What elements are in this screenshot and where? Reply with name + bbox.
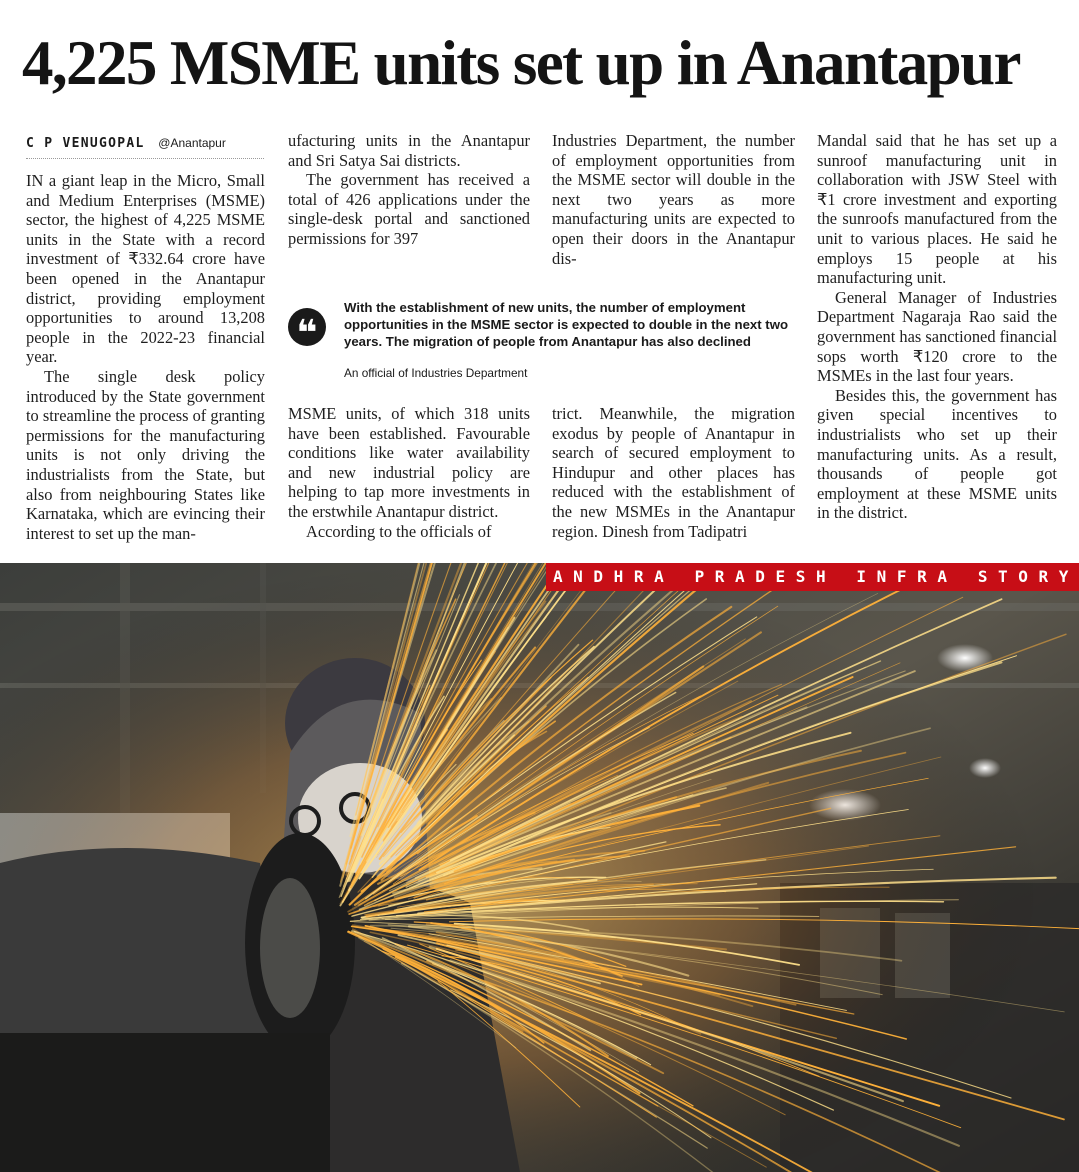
section-banner: ANDHRA PRADESH INFRA STORY xyxy=(546,563,1079,591)
article-column-1 xyxy=(26,171,265,543)
byline xyxy=(26,132,264,159)
article-column-3-top xyxy=(552,131,795,268)
byline-location: @Anantapur xyxy=(158,136,226,150)
article-column-3-bottom xyxy=(552,404,795,541)
article-photo xyxy=(0,563,1079,1172)
paragraph: Mandal said that he has set up a sunroof manufacturing unit in collaboration with JSW Steel with ₹1 crore investment and exporting the sunroofs manufactured from the unit to various places. He said he employs 15 people at his manufacturing unit. xyxy=(817,131,1057,288)
quote-icon: ❝ xyxy=(288,308,326,346)
paragraph: Besides this, the government has given special incentives to industrialists who set up their manufacturing units. As a result, thousands of people got employment at these MSME units in the district. xyxy=(817,385,1057,523)
paragraph: The government has received a total of 426 applications under the single-desk portal and sanctioned permissions for 397 xyxy=(288,170,530,248)
paragraph: Industries Department, the number of employment opportunities from the MSME sector will double in the next two years as more manufacturing units are expected to open their doors in the Anantapur dis- xyxy=(552,131,795,268)
paragraph: General Manager of Industries Department Nagaraja Rao said the government has sanctioned financial sops worth ₹120 crore to the MSMEs in the last four years. xyxy=(817,287,1057,386)
grinding-sparks-photo xyxy=(0,563,1079,1172)
paragraph: The single desk policy introduced by the State government to streamline the process of granting permissions for the manufacturing units is not only driving the industrialists from the State, but also from neighbouring States like Karnataka, which are evincing their interest to set up the man- xyxy=(26,366,265,543)
article-column-2-bottom xyxy=(288,404,530,541)
headline: 4,225 MSME units set up in Anantapur xyxy=(22,28,1020,98)
paragraph: trict. Meanwhile, the migration exodus by people of Anantapur in search of secured employment to Hindupur and other places has reduced with the establishment of the new MSMEs in the Anantapur region. Dinesh from Tadipatri xyxy=(552,404,795,541)
paragraph: IN a giant leap in the Micro, Small and Medium Enterprises (MSME) sector, the highest of 4,225 MSME units in the State with a record investment of ₹332.64 crore have been opened in the Anantapur district, providing employment opportunities to around 13,208 people in the 2022-23 financial year. xyxy=(26,171,265,367)
article-column-4 xyxy=(817,131,1057,523)
paragraph: According to the officials of xyxy=(306,521,492,541)
paragraph: ufacturing units in the Anantapur and Sri Satya Sai districts. xyxy=(288,131,530,170)
paragraph: MSME units, of which 318 units have been established. Favourable conditions like water availability and new industrial policy are helping to tap more investments in the erstwhile Anantapur district. xyxy=(288,404,530,521)
pull-quote: With the establishment of new units, the number of employment opportunities in the MSME sector is expected to double in the next two years. The migration of people from Anantapur has also declined xyxy=(344,300,789,349)
article-column-2-top xyxy=(288,131,530,249)
pull-quote-attribution: An official of Industries Department xyxy=(344,366,528,380)
byline-author: C P VENUGOPAL xyxy=(26,136,145,151)
